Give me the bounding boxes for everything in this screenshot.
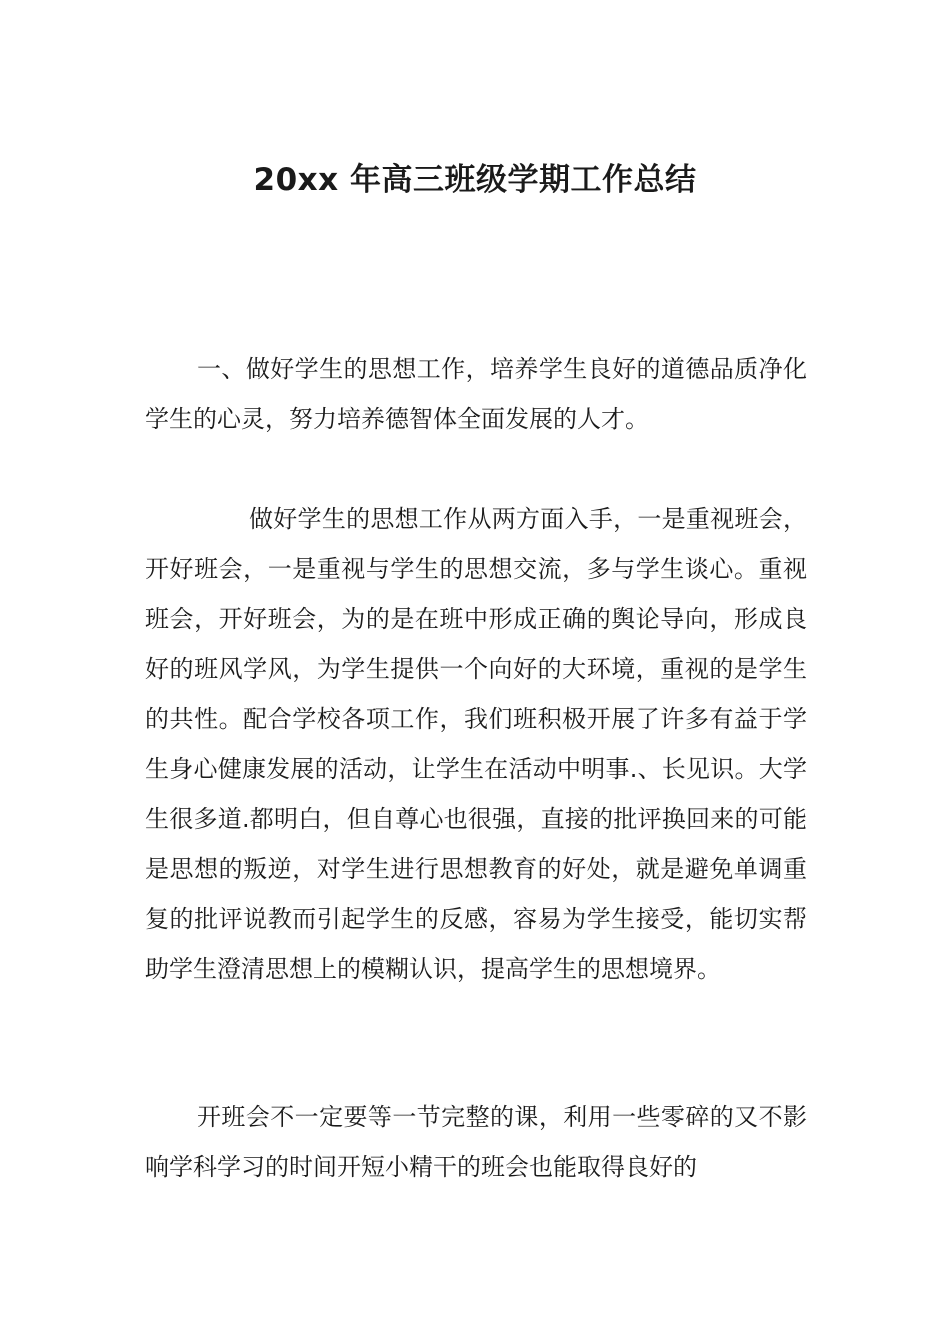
document-title: 20xx 年高三班级学期工作总结	[253, 162, 697, 198]
paragraph-2: 做好学生的思想工作从两方面入手，一是重视班会，开好班会，一是重视与学生的思想交流，多与学生谈心。重视班会，开好班会，为的是在班中形成正确的舆论导向，形成良好的班风学风，为学生提供一个向好的大环境，重视的是学生的共性。配合学校各项工作，我们班积极开展了许多有益于学生身心健康发展的活动，让学生在活动中明事.、长见识。大学生很多道.都明白，但自尊心也很强，直接的批评换回来的可能是思想的叛逆，对学生进行思想教育的好处，就是避免单调重复的批评说教而引起学生的反感，容易为学生接受，能切实帮助学生澄清思想上的模糊认识，提高学生的思想境界。	[145, 505, 807, 983]
paragraph-3: 开班会不一定要等一节完整的课，利用一些零碎的又不影响学科学习的时间开短小精干的班会也能取得良好的	[145, 1103, 807, 1181]
paragraph-1: 一、做好学生的思想工作，培养学生良好的道德品质净化学生的心灵，努力培养德智体全面发展的人才。	[145, 355, 807, 433]
